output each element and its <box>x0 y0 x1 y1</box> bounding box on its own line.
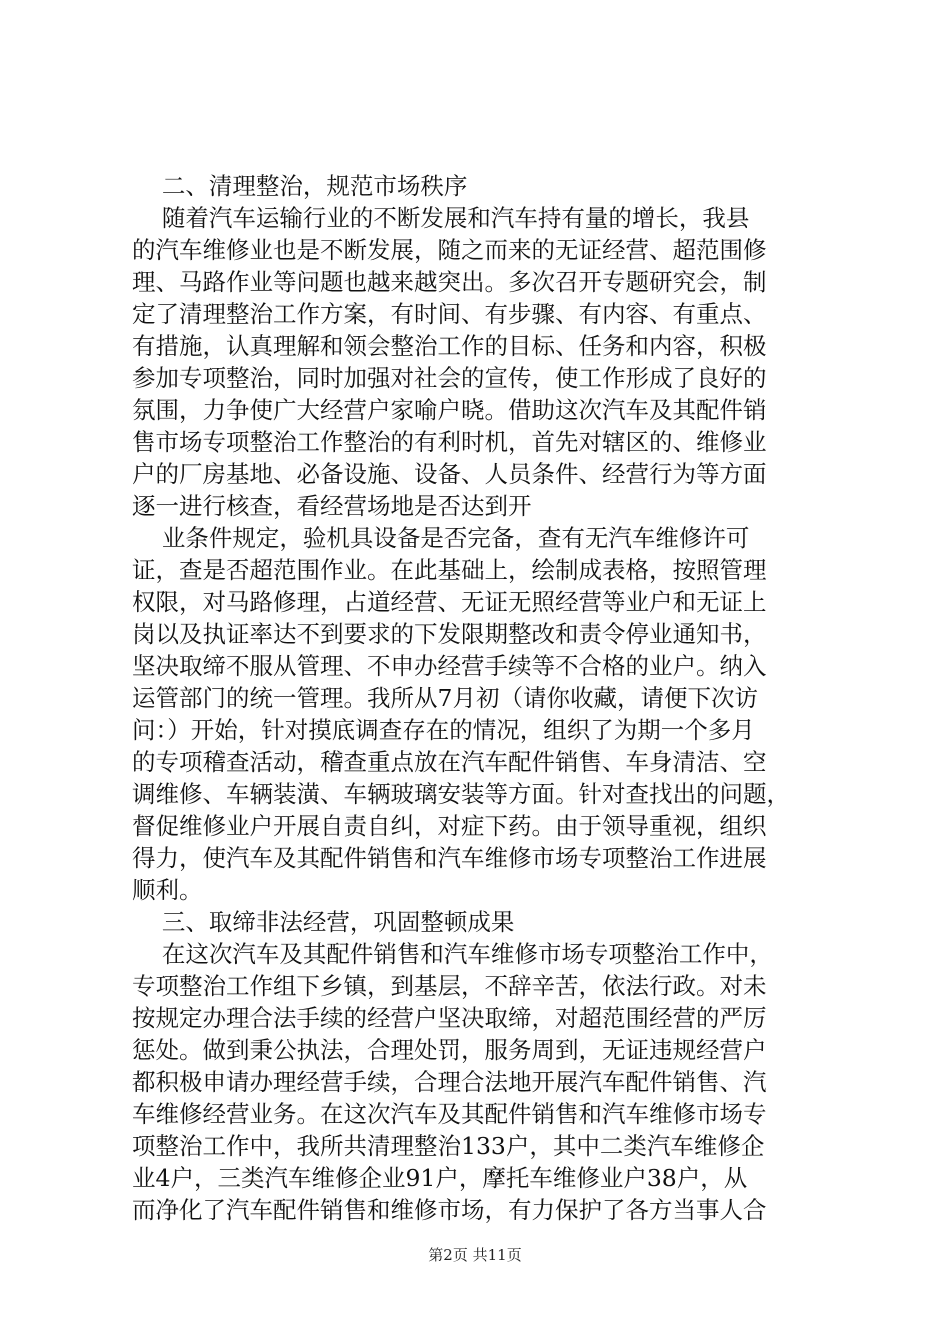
paragraph-line: 证，查是否超范围作业。在此基础上，绘制成表格，按照管理 <box>132 556 767 584</box>
paragraph-line: 项整治工作中，我所共清理整治133户，其中二类汽车维修企 <box>132 1132 765 1160</box>
body-text <box>132 170 822 1226</box>
paragraph-line: 参加专项整治，同时加强对社会的宣传，使工作形成了良好的 <box>132 364 767 392</box>
paragraph-line: 户的厂房基地、必备设施、设备、人员条件、经营行为等方面 <box>132 460 767 488</box>
page-footer: 第2页 共11页 <box>428 1246 522 1264</box>
paragraph-line: 运管部门的统一管理。我所从7月初（请你收藏，请便下次访 <box>132 684 758 712</box>
paragraph-line: 按规定办理合法手续的经营户坚决取缔，对超范围经营的严厉 <box>132 1004 767 1032</box>
paragraph-line: 的专项稽查活动，稽查重点放在汽车配件销售、车身清洁、空 <box>132 748 767 776</box>
section-heading-2: 二、清理整治，规范市场秩序 <box>132 172 468 200</box>
paragraph-line: 惩处。做到秉公执法，合理处罚，服务周到，无证违规经营户 <box>132 1036 767 1064</box>
paragraph-line: 专项整治工作组下乡镇，到基层，不辞辛苦，依法行政。对未 <box>132 972 767 1000</box>
paragraph-line: 都积极申请办理经营手续，合理合法地开展汽车配件销售、汽 <box>132 1068 767 1096</box>
paragraph-line: 权限，对马路修理，占道经营、无证无照经营等业户和无证上 <box>132 588 767 616</box>
paragraph-line: 车维修经营业务。在这次汽车及其配件销售和汽车维修市场专 <box>132 1100 767 1128</box>
paragraph-line: 业条件规定，验机具设备是否完备，查有无汽车维修许可 <box>132 524 750 552</box>
paragraph-line: 的汽车维修业也是不断发展，随之而来的无证经营、超范围修 <box>132 236 767 264</box>
paragraph-line: 调维修、车辆装潢、车辆玻璃安装等方面。针对查找出的问题， <box>132 780 790 808</box>
paragraph-line: 业4户，三类汽车维修企业91户，摩托车维修业户38户，从 <box>132 1164 748 1192</box>
paragraph-line: 得力，使汽车及其配件销售和汽车维修市场专项整治工作进展 <box>132 844 767 872</box>
paragraph-line: 坚决取缔不服从管理、不申办经营手续等不合格的业户。纳入 <box>132 652 767 680</box>
paragraph-line: 岗以及执证率达不到要求的下发限期整改和责令停业通知书， <box>132 620 767 648</box>
section-heading-3: 三、取缔非法经营，巩固整顿成果 <box>132 908 515 936</box>
paragraph-line: 而净化了汽车配件销售和维修市场，有力保护了各方当事人合 <box>132 1196 767 1224</box>
paragraph-line: 氛围，力争使广大经营户家喻户晓。借助这次汽车及其配件销 <box>132 396 767 424</box>
paragraph-line: 随着汽车运输行业的不断发展和汽车持有量的增长，我县 <box>132 204 750 232</box>
paragraph-line: 定了清理整治工作方案，有时间、有步骤、有内容、有重点、 <box>132 300 767 328</box>
paragraph-line: 理、马路作业等问题也越来越突出。多次召开专题研究会，制 <box>132 268 767 296</box>
paragraph-line: 顺利。 <box>132 876 203 904</box>
paragraph-line: 售市场专项整治工作整治的有利时机，首先对辖区的、维修业 <box>132 428 767 456</box>
paragraph-line: 在这次汽车及其配件销售和汽车维修市场专项整治工作中， <box>132 940 773 968</box>
paragraph-line: 问：）开始，针对摸底调查存在的情况，组织了为期一个多月 <box>132 716 755 744</box>
paragraph-line: 逐一进行核查，看经营场地是否达到开 <box>132 492 532 520</box>
paragraph-line: 有措施，认真理解和领会整治工作的目标、任务和内容，积极 <box>132 332 767 360</box>
paragraph-line: 督促维修业户开展自责自纠，对症下药。由于领导重视，组织 <box>132 812 767 840</box>
